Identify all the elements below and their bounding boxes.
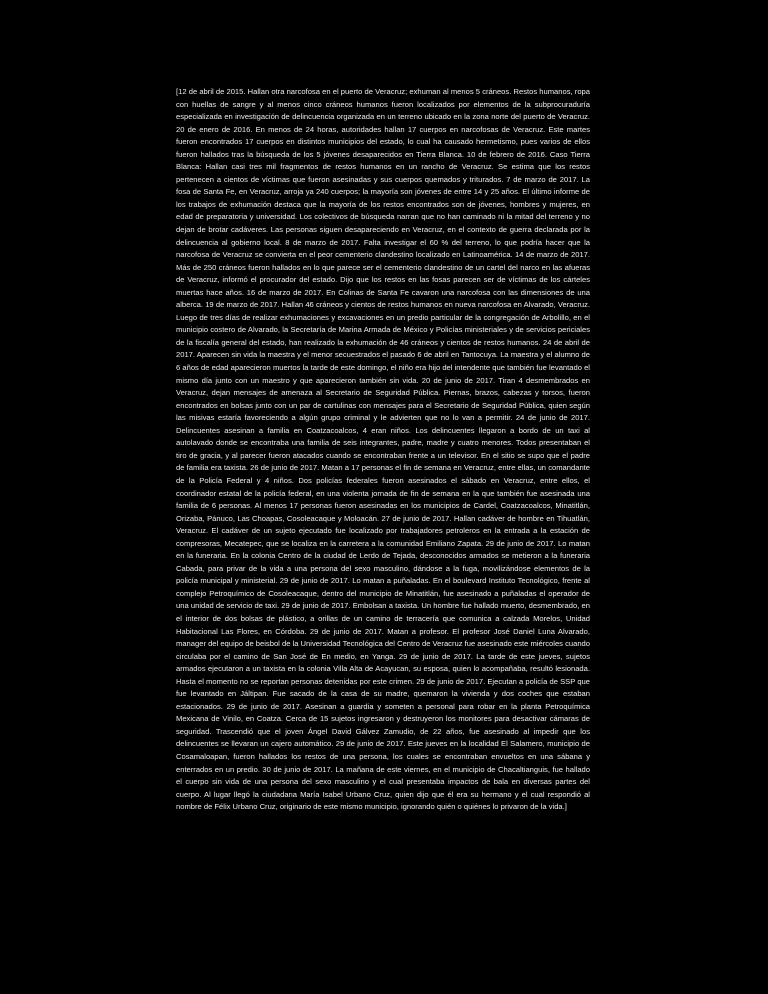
body-paragraph: [12 de abril de 2015. Hallan otra narcofosa en el puerto de Veracruz; exhuman al menos 5 cráneos. Restos humanos, ropa con huellas de sangre y al menos cinco cráneos humanos fueron localizados por elementos de la subprocuraduría especializada en investigación de delincuencia organizada en un terreno ubicado en la zona norte del puerto de Veracruz. 20 de enero de 2016. En menos de 24 horas, autoridades hallan 17 cuerpos en narcofosas de Veracruz. Este martes fueron encontrados 17 cuerpos en distintos municipios del estado, lo cual ha causado hermetismo, pues varios de ellos fueron hallados tras la búsqueda de los 5 jóvenes desaparecidos en Tierra Blanca. 10 de febrero de 2016. Caso Tierra Blanca: Hallan casi tres mil fragmentos de restos humanos en un rancho de Veracruz. Se estima que los restos pertenecen a cientos de víctimas que fueron asesinadas y sus cuerpos quemados y triturados. 7 de marzo de 2017. La fosa de Santa Fe, en Veracruz, arroja ya 240 cuerpos; la mayoría son jóvenes de entre 14 y 25 años. El último informe de los trabajos de exhumación destaca que la mayoría de los restos encontrados son de jóvenes, hombres y mujeres, en edad de preparatoria y universidad. Los colectivos de búsqueda narran que no han caminado ni la mitad del terreno y no dejan de brotar cadáveres. Las personas siguen desapareciendo en Veracruz, en el contexto de guerra declarada por la delincuencia al gobierno local. 8 de marzo de 2017. Falta investigar el 60 % del terreno, lo que podría hacer que la narcofosa de Veracruz se convierta en el peor cementerio clandestino localizado en Latinoamérica. 14 de marzo de 2017. Más de 250 cráneos fueron hallados en lo que parece ser el cementerio clandestino de un cartel del narco en las afueras de Veracruz, informó el procurador del estado. Dijo que los restos en las fosas parecen ser de víctimas de los cárteles muertas hace años. 16 de marzo de 2017. En Colinas de Santa Fe cavaron una narcofosa con las dimensiones de una alberca. 19 de marzo de 2017. Hallan 46 cráneos y cientos de restos humanos en nueva narcofosa en Alvarado, Veracruz. Luego de tres días de realizar exhumaciones y excavaciones en un predio particular de la congregación de Arbolillo, en el municipio costero de Alvarado, la Secretaría de Marina Armada de México y Policías ministeriales y de servicios periciales de la fiscalía general del estado, han realizado la exhumación de 46 cráneos y cientos de restos humanos. 24 de abril de 2017. Aparecen sin vida la maestra y el menor secuestrados el pasado 6 de abril en Tantocuya. La maestra y el alumno de 6 años de edad aparecieron muertos la tarde de este domingo, el niño era hijo del intendente que también fue levantado el mismo día junto con un maestro y que aparecieron también sin vida. 20 de junio de 2017. Tiran 4 desmembrados en Veracruz, dejan mensajes de amenaza al Secretario de Seguridad Pública. Piernas, brazos, cabezas y torsos, fueron encontrados en bolsas junto con un par de cartulinas con mensajes para el Secretario de Seguridad Pública, quien según las misivas estaría favoreciendo a algún grupo criminal y le advierten que no lo van a permitir. 24 de junio de 2017. Delincuentes asesinan a familia en Coatzacoalcos, 4 eran niños. Los delincuentes llegaron a bordo de un taxi al autolavado donde se encontraba una familia de seis integrantes, padre, madre y cuatro menores. Todos presentaban el tiro de gracia, y al parecer fueron atacados cuando se encontraban frente a un televisor. En el sitio se supo que el padre de familia era taxista. 26 de junio de 2017. Matan a 17 personas el fin de semana en Veracruz, entre ellas, un comandante de la Policía Federal y 4 niños. Dos policías federales fueron asesinados el sábado en Veracruz, entre ellos, el coordinador estatal de la policía federal, en una violenta jornada de fin de semana en la que también fue asesinada una familia de 6 personas. Al menos 17 personas fueron asesinadas en los municipios de Cardel, Coatzacoalcos, Minatitlán, Orizaba, Pánuco, Las Choapas, Cosoleacaque y Moloacán. 27 de junio de 2017. Hallan cadáver de hombre en Tihuatlán, Veracruz. El cadáver de un sujeto ejecutado fue localizado por trabajadores petroleros en la entrada a la estación de compresoras, Mecatepec, que se localiza en la carretera a la comunidad Emiliano Zapata. 29 de junio de 2017. Lo matan en la funeraria. En la colonia Centro de la ciudad de Lerdo de Tejada, desconocidos armados se metieron a la funeraria Cabada, para privar de la vida a una persona del sexo masculino, dándose a la fuga, movilizándose elementos de la policía municipal y ministerial. 29 de junio de 2017. Lo matan a puñaladas. En el boulevard Instituto Tecnológico, frente al complejo Petroquímico de Cosoleacaque, dentro del municipio de Minatitlán, fue asesinado a puñaladas el operador de una unidad de servicio de taxi. 29 de junio de 2017. Embolsan a taxista. Un hombre fue hallado muerto, desmembrado, en el interior de dos bolsas de plástico, a orillas de un camino de terracería que comunica a calzada Morelos, Unidad Habitacional Las Flores, en Córdoba. 29 de junio de 2017. Matan a profesor. El profesor José Daniel Luna Alvarado, manager del equipo de beisbol de la Universidad Tecnológica del Centro de Veracruz fue asesinado este miércoles cuando circulaba por el camino de San José de En medio, en Yanga. 29 de junio de 2017. La tarde de este jueves, sujetos armados ejecutaron a un taxista en la colonia Villa Alta de Acayucan, su esposa, quien lo acompañaba, resultó lesionada. Hasta el momento no se reportan personas detenidas por este crimen. 29 de junio de 2017. Ejecutan a policía de SSP que fue levantado en Jáltipan. Fue sacado de la casa de su madre, quemaron la vivienda y dos coches que estaban estacionados. 29 de junio de 2017. Asesinan a guardia y someten a personal para robar en la planta Petroquímica Mexicana de Vinilo, en Coatza. Cerca de 15 sujetos ingresaron y destruyeron los monitores para desactivar cámaras de seguridad. Trascendió que el joven Ángel David Gálvez Zamudio, de 22 años, fue asesinado al impedir que los delincuentes se llevaran un cajero automático. 29 de junio de 2017. Este jueves en la localidad El Salamero, municipio de Cosamaloapan, fueron hallados los restos de una persona, los cuales se encontraban envueltos en una sábana y enterrados en un predio. 30 de junio de 2017. La mañana de este viernes, en el municipio de Chacaltianguis, fue hallado el cuerpo sin vida de una persona del sexo masculino y el cual presentaba impactos de bala en diversas partes del cuerpo. Al lugar llegó la ciudadana María Isabel Urbano Cruz, quien dijo que él era su hermano y el cual respondió al nombre de Félix Urbano Cruz, originario de este mismo municipio, ignorando quién o quiénes lo privaron de la vida.] [176,87,590,812]
